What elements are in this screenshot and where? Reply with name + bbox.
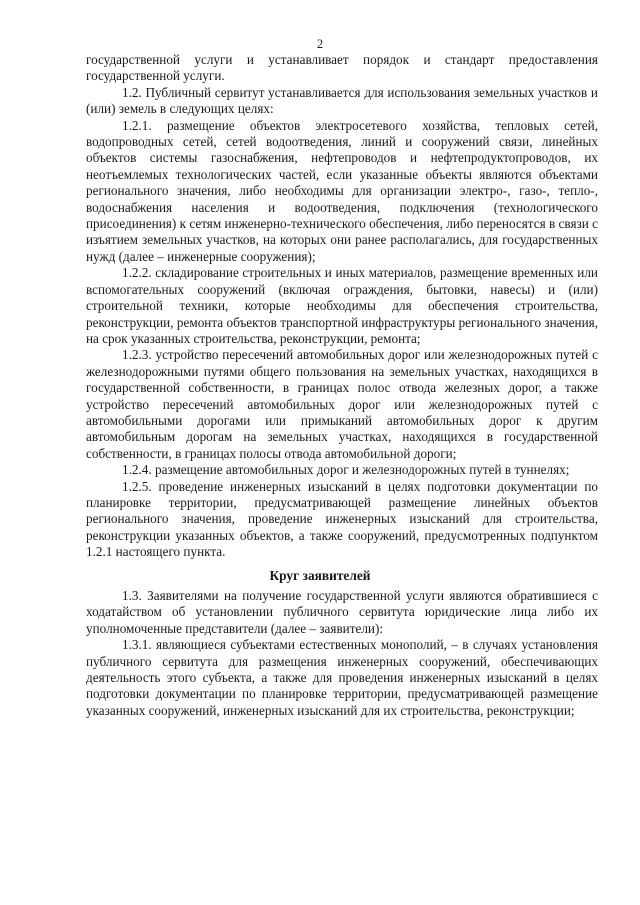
page-number: 2	[316, 37, 324, 51]
paragraph-1-2-2: 1.2.2. складирование строительных и иных материалов, размещение временных или вспомогательных сооружений (включая ограждения, бытовки, навесы) и (или) строительной техники, которые необходимы для обеспечения строительства, реконструкции, ремонта объектов транспортной инфраструктуры регионального значения, на срок указанных строительства, реконструкции, ремонта;	[86, 265, 598, 346]
paragraph-1-3-1: 1.3.1. являющиеся субъектами естественных монополий, – в случаях установления публичного сервитута для размещения инженерных сооружений, обеспечивающих деятельность этого субъекта, а также для проведения инженерных изысканий в целях подготовки документации по планировке территории, предусматривающей размещение указанных сооружений, инженерных изысканий для их строительства, реконструкции;	[86, 637, 598, 718]
body-text-top	[86, 52, 598, 561]
paragraph-1-3: 1.3. Заявителями на получение государственной услуги являются обратившиеся с ходатайством об установлении публичного сервитута юридические лица либо их уполномоченные представители (далее – заявители):	[86, 588, 598, 636]
paragraph-1-2-5: 1.2.5. проведение инженерных изысканий в целях подготовки документации по планировке территории, предусматривающей размещение линейных объектов регионального значения, проведение инженерных изысканий для строительства, реконструкции указанных объектов, а также сооружений, предусмотренных подпунктом 1.2.1 настоящего пункта.	[86, 478, 598, 560]
paragraph-1-2-4: 1.2.4. размещение автомобильных дорог и железнодорожных путей в туннелях;	[122, 462, 570, 478]
section-heading: Круг заявителей	[269, 568, 371, 583]
paragraph-continuation: государственной услуги и устанавливает порядок и стандарт предоставления государственной услуги.	[86, 52, 598, 84]
body-text-bottom	[86, 588, 598, 719]
paragraph-1-2-3: 1.2.3. устройство пересечений автомобильных дорог или железнодорожных путей с железнодорожными путями общего пользования на земельных участках, находящихся в государственной собственности, в границах полос отвода железных дорог, а также устройство пересечений автомобильных дорог или железнодорожных путей с автомобильными дорогами или примыканий автомобильных дорог к другим автомобильным дорогам на земельных участках, находящихся в государственной собственности, в границах полосы отвода автомобильной дороги;	[86, 347, 598, 461]
paragraph-1-2-1: 1.2.1. размещение объектов электросетевого хозяйства, тепловых сетей, водопроводных сетей, сетей водоотведения, линий и сооружений связи, линейных объектов системы газоснабжения, нефтепроводов и нефтепродуктопроводов, их неотъемлемых технологических частей, если указанные объекты являются объектами регионального значения, либо необходимы для организации электро-, газо-, тепло-, водоснабжения населения и водоотведения, подключения (технологического присоединения) к сетям инженерно-технического обеспечения, либо переносятся в связи с изъятием земельных участков, на которых они ранее располагались, для государственных нужд (далее – инженерные сооружения);	[86, 117, 598, 264]
paragraph-1-2: 1.2. Публичный сервитут устанавливается для использования земельных участков и (или) земель в следующих целях:	[86, 84, 598, 117]
